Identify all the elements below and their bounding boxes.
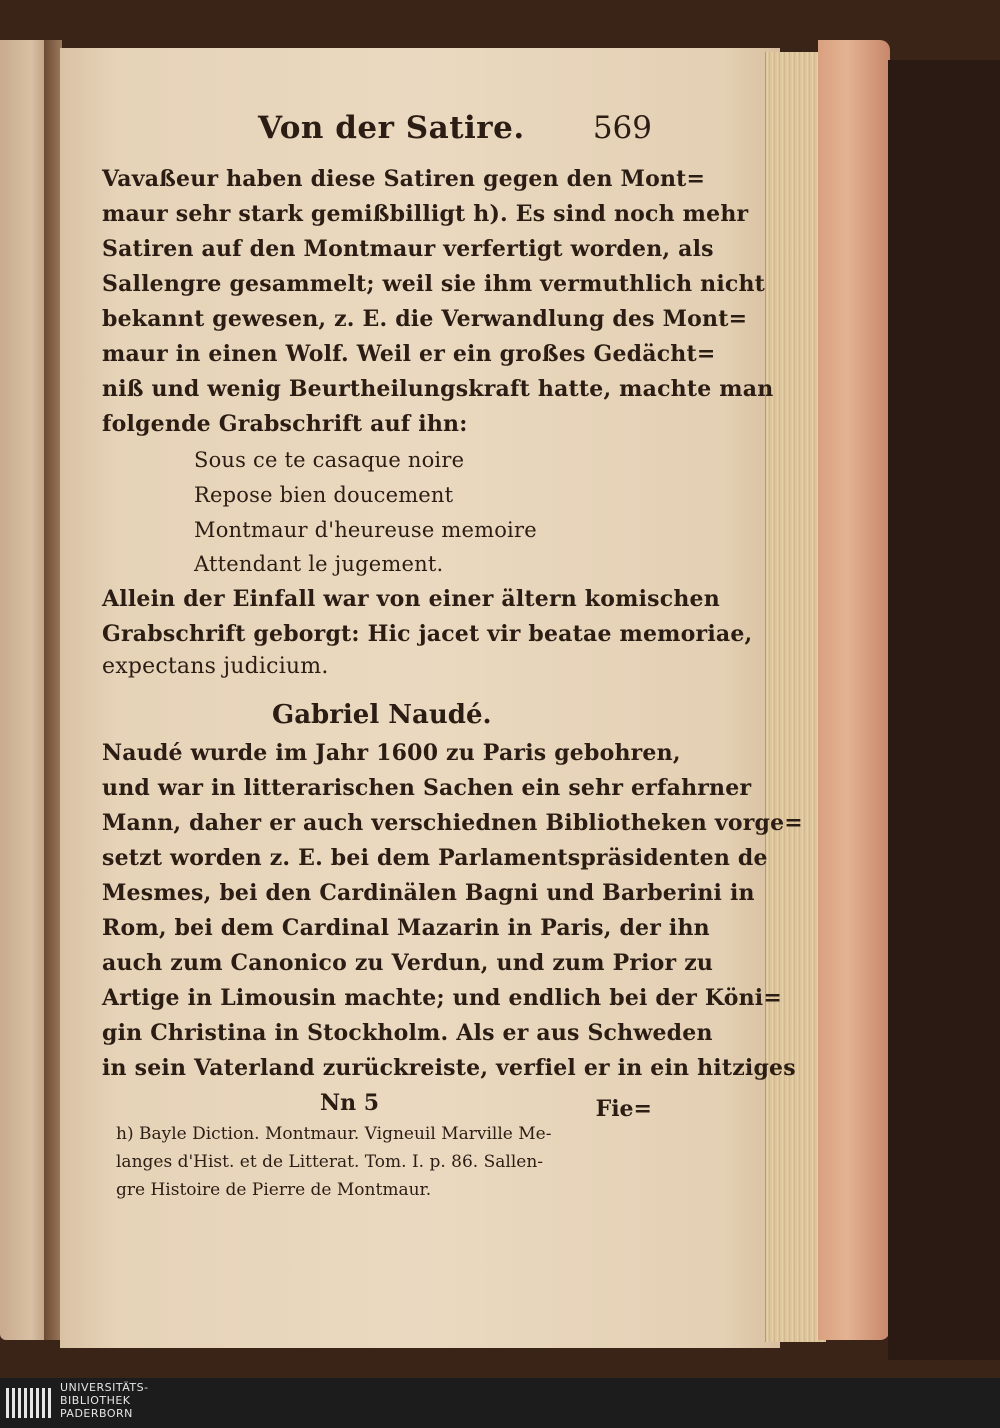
library-logo-text [60, 1381, 149, 1420]
section-line: Artige in Limousin machte; und endlich bei der Köni= [102, 985, 782, 1011]
verse-line: Sous ce te casaque noire [194, 448, 465, 472]
section-line: auch zum Canonico zu Verdun, und zum Prior zu [102, 950, 714, 976]
footnote-line: gre Histoire de Pierre de Montmaur. [116, 1180, 432, 1200]
signature-mark: Nn 5 [320, 1090, 380, 1116]
body-line: bekannt gewesen, z. E. die Verwandlung des Mont= [102, 306, 748, 332]
section-line: setzt worden z. E. bei dem Parlamentspräsidenten de [102, 845, 768, 871]
page-edges [765, 52, 826, 1342]
body-line: Sallengre gesammelt; weil sie ihm vermuthlich nicht [102, 271, 766, 297]
body-line: Vavaßeur haben diese Satiren gegen den Mont= [102, 166, 706, 192]
page-header [102, 108, 652, 154]
section-line: in sein Vaterland zurückreiste, verfiel er in ein hitziges [102, 1055, 796, 1081]
body-line: maur sehr stark gemißbilligt h). Es sind noch mehr [102, 201, 749, 227]
body-line: Grabschrift geborgt: Hic jacet vir beatae memoriae, [102, 621, 753, 647]
page-number: 569 [592, 110, 652, 146]
footnote-line: langes d'Hist. et de Litterat. Tom. I. p. 86. Sallen- [116, 1152, 544, 1172]
section-line: und war in litterarischen Sachen ein sehr erfahrner [102, 775, 752, 801]
verse-line: Repose bien doucement [194, 483, 454, 507]
section-line: Mesmes, bei den Cardinälen Bagni und Barberini in [102, 880, 755, 906]
running-title: Von der Satire. [258, 110, 525, 146]
section-line: Mann, daher er auch verschiednen Bibliotheken vorge= [102, 810, 803, 836]
logo-text-line: UNIVERSITÄTS- [60, 1381, 149, 1394]
body-line: folgende Grabschrift auf ihn: [102, 411, 468, 437]
footnote-line: h) Bayle Diction. Montmaur. Vigneuil Marville Me- [116, 1124, 552, 1144]
library-logo-bar [0, 1378, 1000, 1428]
book-cover [818, 40, 890, 1340]
body-line: expectans judicium. [102, 654, 329, 679]
body-line: maur in einen Wolf. Weil er ein großes Gedächt= [102, 341, 716, 367]
logo-text-line: BIBLIOTHEK [60, 1394, 131, 1407]
section-line: Rom, bei dem Cardinal Mazarin in Paris, der ihn [102, 915, 710, 941]
body-line: Satiren auf den Montmaur verfertigt worden, als [102, 236, 714, 262]
section-line: gin Christina in Stockholm. Als er aus Schweden [102, 1020, 713, 1046]
catchword: Fie= [595, 1096, 652, 1122]
body-line: niß und wenig Beurtheilungskraft hatte, machte man [102, 376, 774, 402]
library-logo-icon [6, 1384, 52, 1422]
section-heading: Gabriel Naudé. [272, 700, 492, 730]
body-line: Allein der Einfall war von einer ältern komischen [102, 586, 720, 612]
background-shadow [888, 60, 1000, 1360]
logo-text-line: PADERBORN [60, 1407, 133, 1420]
verse-line: Montmaur d'heureuse memoire [194, 518, 537, 542]
verse-line: Attendant le jugement. [194, 552, 444, 576]
section-line: Naudé wurde im Jahr 1600 zu Paris gebohren, [102, 740, 681, 766]
